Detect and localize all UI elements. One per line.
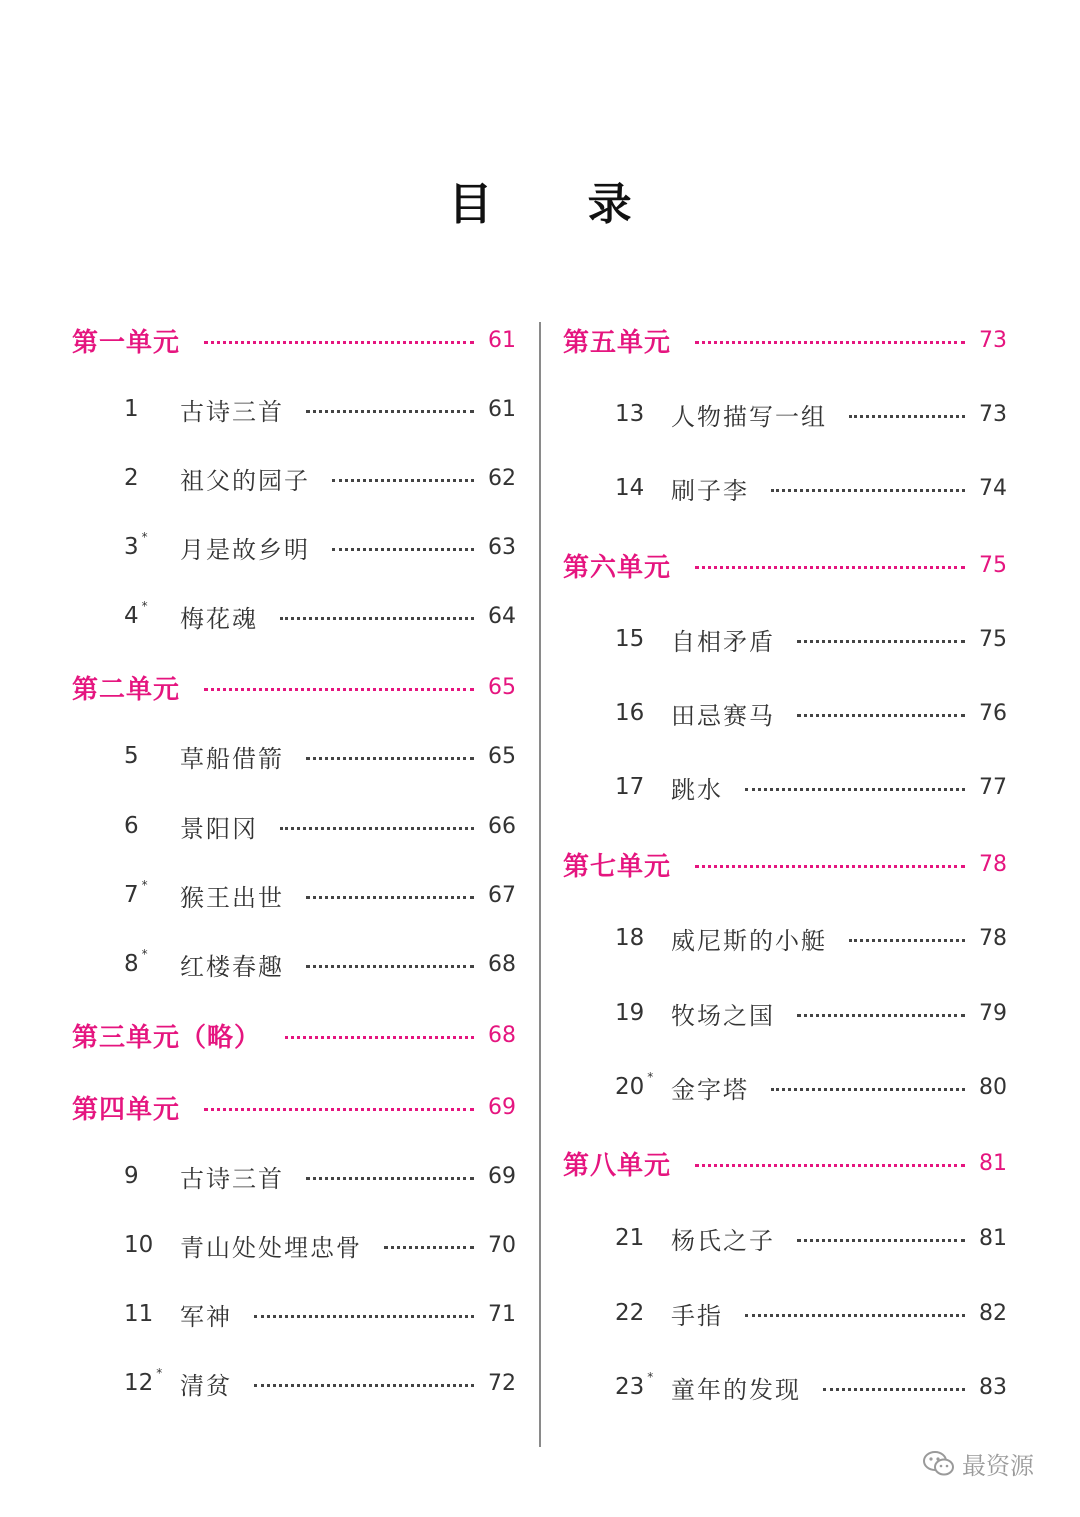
page-number: 71 bbox=[488, 1301, 516, 1327]
lesson-title: 清贫 bbox=[180, 1371, 232, 1400]
lesson-number-value: 18 bbox=[615, 925, 645, 951]
lesson-title: 梅花魂 bbox=[180, 604, 258, 633]
lesson-number bbox=[615, 1070, 671, 1100]
lesson-title: 猴王出世 bbox=[180, 883, 284, 912]
dot-leader bbox=[306, 757, 474, 760]
unit-title: 第七单元 bbox=[563, 851, 672, 882]
column-divider bbox=[539, 322, 541, 1447]
page-number: 63 bbox=[488, 534, 516, 560]
page-number: 61 bbox=[488, 327, 516, 353]
page-number: 74 bbox=[979, 475, 1007, 501]
lesson-number-value: 9 bbox=[124, 1163, 139, 1189]
toc-entry bbox=[72, 946, 516, 982]
page-number: 78 bbox=[979, 925, 1007, 951]
unit-heading bbox=[72, 669, 516, 705]
lesson-number bbox=[615, 774, 671, 800]
lesson-title: 自相矛盾 bbox=[671, 627, 775, 656]
page-number: 65 bbox=[488, 674, 516, 700]
dot-leader bbox=[695, 341, 965, 344]
lesson-number-value: 21 bbox=[615, 1225, 645, 1251]
optional-star-mark: * bbox=[141, 530, 148, 545]
page-number: 73 bbox=[979, 327, 1007, 353]
toc-entry bbox=[563, 470, 1007, 506]
lesson-number bbox=[124, 813, 180, 839]
page-number: 80 bbox=[979, 1074, 1007, 1100]
unit-title: 第五单元 bbox=[563, 327, 672, 358]
toc-entry bbox=[563, 621, 1007, 657]
lesson-number-value: 13 bbox=[615, 401, 645, 427]
dot-leader bbox=[771, 489, 965, 492]
lesson-title: 刷子李 bbox=[671, 476, 749, 505]
dot-leader bbox=[306, 410, 474, 413]
dot-leader bbox=[280, 617, 474, 620]
lesson-title: 人物描写一组 bbox=[671, 402, 827, 431]
lesson-number bbox=[124, 396, 180, 422]
unit-heading bbox=[72, 1089, 516, 1125]
lesson-number-value: 8 bbox=[124, 951, 139, 977]
dot-leader bbox=[797, 640, 965, 643]
page-number: 67 bbox=[488, 882, 516, 908]
lesson-number-value: 10 bbox=[124, 1232, 154, 1258]
unit-heading bbox=[563, 547, 1007, 583]
lesson-title: 杨氏之子 bbox=[671, 1226, 775, 1255]
dot-leader bbox=[306, 1177, 474, 1180]
toc-entry bbox=[72, 877, 516, 913]
toc-entry bbox=[563, 1220, 1007, 1256]
watermark-text: 最资源 bbox=[962, 1452, 1034, 1480]
page-number: 61 bbox=[488, 396, 516, 422]
toc-entry bbox=[72, 598, 516, 634]
lesson-number bbox=[615, 1370, 671, 1400]
page-number: 77 bbox=[979, 774, 1007, 800]
lesson-number bbox=[615, 925, 671, 951]
dot-leader bbox=[204, 341, 474, 344]
page-number: 65 bbox=[488, 743, 516, 769]
lesson-title: 青山处处埋忠骨 bbox=[180, 1233, 362, 1262]
page-number: 75 bbox=[979, 552, 1007, 578]
toc-entry bbox=[563, 1295, 1007, 1331]
page-number: 68 bbox=[488, 951, 516, 977]
lesson-number-value: 2 bbox=[124, 465, 139, 491]
page-number: 69 bbox=[488, 1094, 516, 1120]
lesson-number-value: 6 bbox=[124, 813, 139, 839]
lesson-title: 古诗三首 bbox=[180, 1164, 284, 1193]
toc-entry bbox=[72, 1296, 516, 1332]
optional-star-mark: * bbox=[156, 1366, 163, 1381]
dot-leader bbox=[254, 1384, 474, 1387]
dot-leader bbox=[254, 1315, 474, 1318]
toc-entry bbox=[72, 391, 516, 427]
page-number: 69 bbox=[488, 1163, 516, 1189]
lesson-title: 红楼春趣 bbox=[180, 952, 284, 981]
optional-star-mark: * bbox=[141, 947, 148, 962]
dot-leader bbox=[332, 548, 474, 551]
toc-entry bbox=[563, 1069, 1007, 1105]
wechat-icon bbox=[922, 1449, 956, 1479]
lesson-number bbox=[124, 1366, 180, 1396]
dot-leader bbox=[823, 1388, 965, 1391]
toc-entry bbox=[72, 1158, 516, 1194]
lesson-number bbox=[615, 700, 671, 726]
page-number: 68 bbox=[488, 1022, 516, 1048]
lesson-number bbox=[124, 1301, 180, 1327]
toc-entry bbox=[563, 995, 1007, 1031]
lesson-number bbox=[615, 1225, 671, 1251]
lesson-title: 草船借箭 bbox=[180, 744, 284, 773]
page-number: 81 bbox=[979, 1150, 1007, 1176]
lesson-number-value: 20 bbox=[615, 1074, 645, 1100]
lesson-number-value: 1 bbox=[124, 396, 139, 422]
dot-leader bbox=[745, 1314, 965, 1317]
lesson-number bbox=[124, 530, 180, 560]
toc-entry bbox=[72, 808, 516, 844]
toc-entry bbox=[563, 1369, 1007, 1405]
lesson-title: 牧场之国 bbox=[671, 1001, 775, 1030]
page-number: 78 bbox=[979, 851, 1007, 877]
unit-title: 第一单元 bbox=[72, 327, 181, 358]
lesson-number bbox=[124, 599, 180, 629]
dot-leader bbox=[204, 688, 474, 691]
toc-entry bbox=[72, 738, 516, 774]
lesson-title: 金字塔 bbox=[671, 1075, 749, 1104]
optional-star-mark: * bbox=[141, 878, 148, 893]
lesson-number bbox=[124, 1232, 180, 1258]
unit-title: 第三单元（略） bbox=[72, 1022, 262, 1053]
optional-star-mark: * bbox=[647, 1370, 654, 1385]
page-number: 70 bbox=[488, 1232, 516, 1258]
toc-entry bbox=[72, 460, 516, 496]
dot-leader bbox=[797, 1239, 965, 1242]
dot-leader bbox=[695, 566, 965, 569]
unit-heading bbox=[563, 1145, 1007, 1181]
dot-leader bbox=[384, 1246, 474, 1249]
page-number: 81 bbox=[979, 1225, 1007, 1251]
lesson-number bbox=[124, 878, 180, 908]
toc-entry bbox=[563, 396, 1007, 432]
unit-heading bbox=[563, 322, 1007, 358]
lesson-number bbox=[615, 475, 671, 501]
dot-leader bbox=[695, 865, 965, 868]
lesson-number-value: 5 bbox=[124, 743, 139, 769]
lesson-number bbox=[124, 947, 180, 977]
lesson-title: 威尼斯的小艇 bbox=[671, 926, 827, 955]
dot-leader bbox=[745, 788, 965, 791]
lesson-title: 景阳冈 bbox=[180, 814, 258, 843]
lesson-number bbox=[615, 1000, 671, 1026]
unit-heading bbox=[72, 1017, 516, 1053]
lesson-number-value: 3 bbox=[124, 534, 139, 560]
page-number: 64 bbox=[488, 603, 516, 629]
unit-title: 第四单元 bbox=[72, 1094, 181, 1125]
watermark bbox=[922, 1446, 1034, 1481]
lesson-number bbox=[124, 1163, 180, 1189]
dot-leader bbox=[849, 939, 965, 942]
lesson-number-value: 15 bbox=[615, 626, 645, 652]
unit-title: 第二单元 bbox=[72, 674, 181, 705]
dot-leader bbox=[285, 1036, 474, 1039]
lesson-number bbox=[615, 401, 671, 427]
lesson-number bbox=[124, 465, 180, 491]
page-number: 76 bbox=[979, 700, 1007, 726]
page-number: 66 bbox=[488, 813, 516, 839]
lesson-number-value: 23 bbox=[615, 1374, 645, 1400]
lesson-number-value: 11 bbox=[124, 1301, 154, 1327]
lesson-title: 祖父的园子 bbox=[180, 466, 310, 495]
lesson-title: 田忌赛马 bbox=[671, 701, 775, 730]
dot-leader bbox=[695, 1164, 965, 1167]
lesson-number-value: 22 bbox=[615, 1300, 645, 1326]
optional-star-mark: * bbox=[647, 1070, 654, 1085]
lesson-title: 童年的发现 bbox=[671, 1375, 801, 1404]
page-number: 73 bbox=[979, 401, 1007, 427]
lesson-number-value: 7 bbox=[124, 882, 139, 908]
lesson-title: 手指 bbox=[671, 1301, 723, 1330]
unit-title: 第八单元 bbox=[563, 1150, 672, 1181]
lesson-title: 跳水 bbox=[671, 775, 723, 804]
toc-entry bbox=[72, 1227, 516, 1263]
dot-leader bbox=[306, 965, 474, 968]
dot-leader bbox=[204, 1108, 474, 1111]
page-number: 83 bbox=[979, 1374, 1007, 1400]
lesson-title: 古诗三首 bbox=[180, 397, 284, 426]
toc-entry bbox=[72, 1365, 516, 1401]
dot-leader bbox=[849, 415, 965, 418]
lesson-title: 军神 bbox=[180, 1302, 232, 1331]
dot-leader bbox=[306, 896, 474, 899]
lesson-number bbox=[615, 1300, 671, 1326]
toc-entry bbox=[563, 695, 1007, 731]
optional-star-mark: * bbox=[141, 599, 148, 614]
lesson-title: 月是故乡明 bbox=[180, 535, 310, 564]
lesson-number-value: 17 bbox=[615, 774, 645, 800]
unit-heading bbox=[72, 322, 516, 358]
lesson-number-value: 16 bbox=[615, 700, 645, 726]
toc-entry bbox=[563, 769, 1007, 805]
lesson-number-value: 14 bbox=[615, 475, 645, 501]
toc-entry bbox=[72, 529, 516, 565]
lesson-number-value: 4 bbox=[124, 603, 139, 629]
page-number: 62 bbox=[488, 465, 516, 491]
unit-heading bbox=[563, 846, 1007, 882]
page-number: 75 bbox=[979, 626, 1007, 652]
page-number: 82 bbox=[979, 1300, 1007, 1326]
dot-leader bbox=[280, 827, 474, 830]
unit-title: 第六单元 bbox=[563, 552, 672, 583]
toc-entry bbox=[563, 920, 1007, 956]
lesson-number bbox=[124, 743, 180, 769]
lesson-number bbox=[615, 626, 671, 652]
lesson-number-value: 12 bbox=[124, 1370, 154, 1396]
page-title: 目 录 bbox=[448, 179, 672, 230]
page-number: 79 bbox=[979, 1000, 1007, 1026]
dot-leader bbox=[797, 1014, 965, 1017]
dot-leader bbox=[797, 714, 965, 717]
dot-leader bbox=[332, 479, 474, 482]
lesson-number-value: 19 bbox=[615, 1000, 645, 1026]
dot-leader bbox=[771, 1088, 965, 1091]
page-number: 72 bbox=[488, 1370, 516, 1396]
